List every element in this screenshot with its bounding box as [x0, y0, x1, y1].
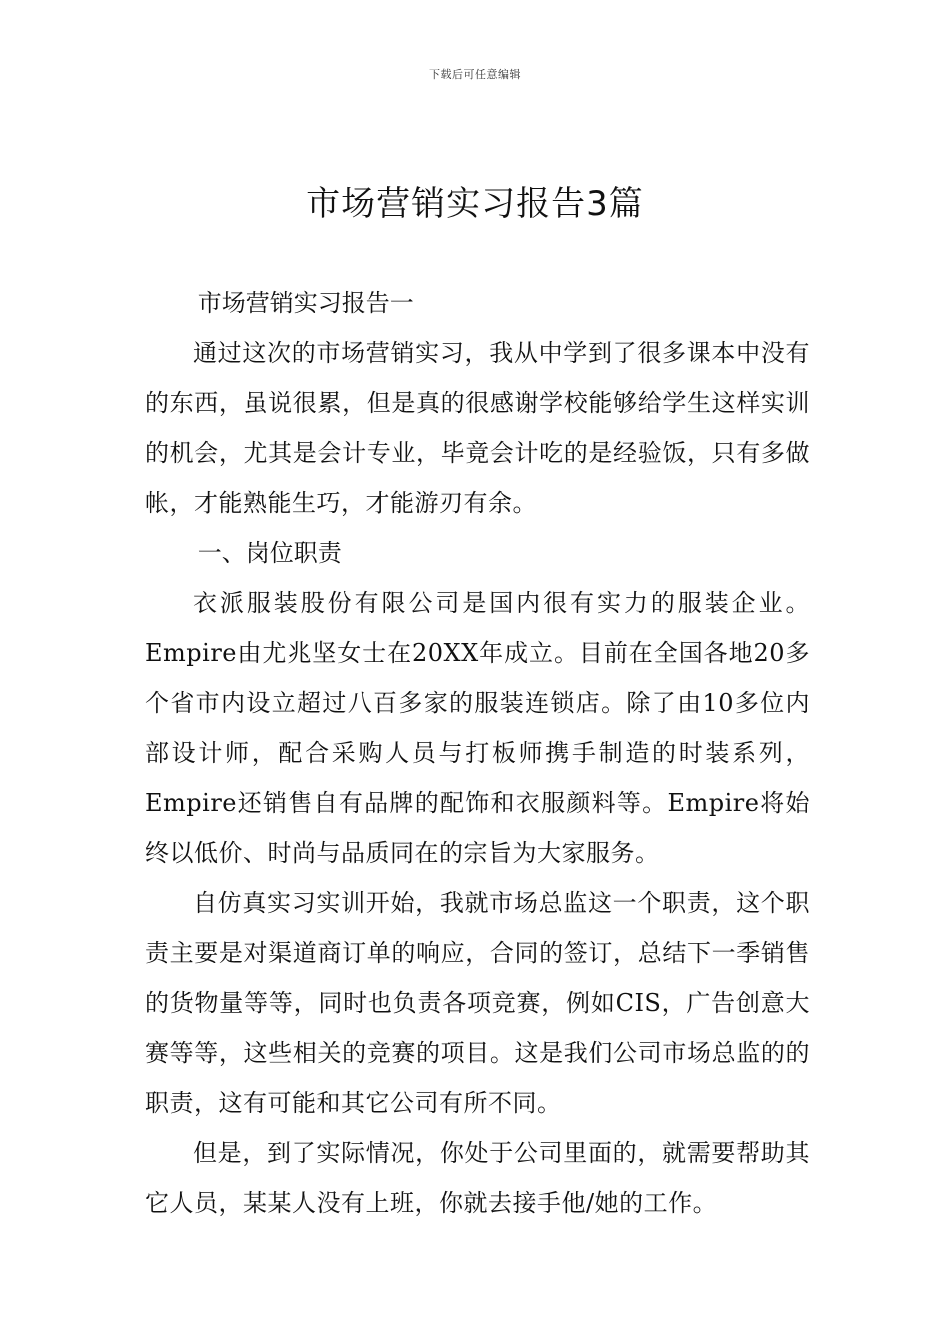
- document-title: 市场营销实习报告3篇: [306, 184, 644, 224]
- subheading-job-duties: 一、岗位职责: [197, 539, 342, 567]
- section-title: 市场营销实习报告一: [197, 289, 414, 317]
- paragraph-company: 衣派服装股份有限公司是国内很有实力的服装企业。Empire由尤兆坚女士在20XX年成立。目前在全国各地20多个省市内设立超过八百多家的服装连锁店。除了由10多位内部设计师，配合采购人员与打板师携手制造的时装系列，Empire还销售自有品牌的配饰和衣服颜料等。Empire将始终以低价、时尚与品质同在的宗旨为大家服务。: [145, 589, 810, 867]
- paragraph-role: 自仿真实习实训开始，我就市场总监这一个职责，这个职责主要是对渠道商订单的响应，合同的签订，总结下一季销售的货物量等等，同时也负责各项竞赛，例如CIS，广告创意大赛等等，这些相关的竞赛的项目。这是我们公司市场总监的的职责，这有可能和其它公司有所不同。: [145, 889, 810, 1117]
- document-body: [145, 278, 810, 1228]
- paragraph-intro: 通过这次的市场营销实习，我从中学到了很多课本中没有的东西，虽说很累，但是真的很感谢学校能够给学生这样实训的机会，尤其是会计专业，毕竟会计吃的是经验饭，只有多做帐，才能熟能生巧，才能游刃有余。: [145, 339, 810, 517]
- header-note: 下载后可任意编辑: [429, 68, 521, 81]
- paragraph-reality: 但是，到了实际情况，你处于公司里面的，就需要帮助其它人员，某某人没有上班，你就去接手他/她的工作。: [145, 1139, 810, 1217]
